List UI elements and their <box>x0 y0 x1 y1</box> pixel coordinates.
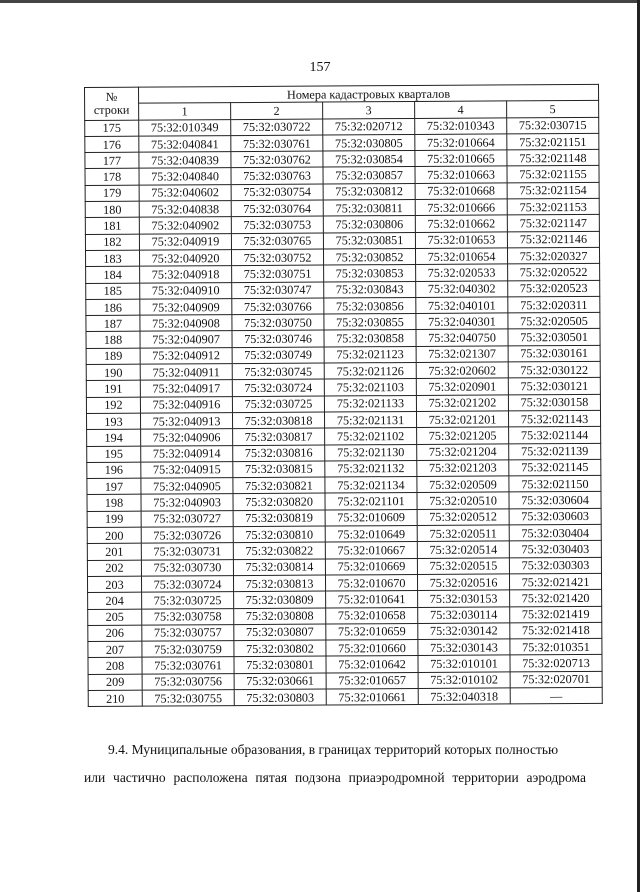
column-group-header: Номера кадастровых кварталов <box>139 84 599 103</box>
cadastral-number-cell: 75:32:021103 <box>324 379 416 396</box>
cadastral-number-cell: 75:32:021134 <box>325 477 417 494</box>
cadastral-number-cell: 75:32:030808 <box>234 608 326 625</box>
cadastral-number-cell: 75:32:010657 <box>326 672 418 689</box>
cadastral-number-cell: 75:32:021205 <box>417 427 509 444</box>
cadastral-number-cell: 75:32:021153 <box>507 198 599 215</box>
row-number-cell: 207 <box>88 641 142 658</box>
cadastral-number-cell: 75:32:030854 <box>323 151 415 168</box>
cadastral-number-cell: 75:32:030801 <box>234 656 326 673</box>
cadastral-number-cell: 75:32:020901 <box>416 378 508 395</box>
cadastral-number-cell: 75:32:030813 <box>233 575 325 592</box>
cadastral-number-cell: 75:32:030731 <box>141 543 233 560</box>
cadastral-number-cell: 75:32:021420 <box>510 590 602 607</box>
cadastral-number-cell: 75:32:021202 <box>416 395 508 412</box>
cadastral-number-cell: 75:32:030747 <box>232 282 324 299</box>
row-number-cell: 189 <box>86 348 140 365</box>
cadastral-number-cell: 75:32:010667 <box>325 542 417 559</box>
cadastral-number-cell: 75:32:030818 <box>232 412 324 429</box>
cadastral-number-cell: 75:32:021102 <box>325 428 417 445</box>
cadastral-number-cell: 75:32:021148 <box>507 150 599 167</box>
cadastral-number-cell: 75:32:030661 <box>234 673 326 690</box>
cadastral-number-cell: 75:32:040301 <box>416 313 508 330</box>
cadastral-number-cell: 75:32:020523 <box>508 280 600 297</box>
cadastral-number-cell: 75:32:040902 <box>139 217 231 234</box>
row-number-cell: 187 <box>86 315 140 332</box>
cadastral-number-cell: 75:32:040101 <box>416 297 508 314</box>
row-number-cell: 200 <box>87 527 141 544</box>
row-number-cell: 203 <box>87 576 141 593</box>
cadastral-number-cell: 75:32:030857 <box>323 167 415 184</box>
cadastral-number-cell: 75:32:030822 <box>233 542 325 559</box>
cadastral-number-cell: 75:32:030765 <box>231 233 323 250</box>
header-row-label: строки <box>93 102 130 117</box>
column-number: 1 <box>139 103 231 120</box>
cadastral-number-cell: 75:32:020713 <box>510 655 602 672</box>
cadastral-number-cell: 75:32:021419 <box>510 606 602 623</box>
cadastral-number-cell: 75:32:010669 <box>325 558 417 575</box>
row-number-cell: 175 <box>85 120 139 137</box>
cadastral-number-cell: 75:32:030843 <box>324 281 416 298</box>
cadastral-number-cell: 75:32:030805 <box>323 134 415 151</box>
row-number-cell: 184 <box>86 266 140 283</box>
cadastral-number-cell: 75:32:021201 <box>416 411 508 428</box>
row-number-cell: 185 <box>86 283 140 300</box>
cadastral-number-cell: 75:32:030763 <box>231 168 323 185</box>
cadastral-number-cell: 75:32:030753 <box>231 216 323 233</box>
cadastral-number-cell: 75:32:030762 <box>231 151 323 168</box>
cadastral-number-cell: 75:32:040913 <box>140 413 232 430</box>
row-number-cell: 201 <box>87 543 141 560</box>
cadastral-number-cell: 75:32:030851 <box>323 232 415 249</box>
cadastral-number-cell: 75:32:040918 <box>140 266 232 283</box>
cadastral-number-cell: 75:32:040840 <box>139 168 231 185</box>
cadastral-number-cell: 75:32:040910 <box>140 282 232 299</box>
row-number-cell: 192 <box>86 397 140 414</box>
cadastral-number-cell: 75:32:030726 <box>141 527 233 544</box>
cadastral-number-cell: 75:32:030754 <box>231 184 323 201</box>
row-number-cell: 196 <box>87 462 141 479</box>
cadastral-number-cell: 75:32:040915 <box>141 461 233 478</box>
cadastral-number-cell: 75:32:030730 <box>141 559 233 576</box>
cadastral-number-cell: 75:32:040302 <box>416 280 508 297</box>
cadastral-number-cell: 75:32:030803 <box>234 689 326 706</box>
row-number-cell: 191 <box>86 381 140 398</box>
row-number-cell: 204 <box>88 592 142 609</box>
row-number-cell: 202 <box>87 560 141 577</box>
cadastral-number-cell: 75:32:030114 <box>418 606 510 623</box>
row-number-cell: 197 <box>87 478 141 495</box>
cadastral-number-cell: 75:32:030715 <box>507 117 599 134</box>
cadastral-number-cell: 75:32:030807 <box>234 624 326 641</box>
row-number-cell: 209 <box>88 674 142 691</box>
cadastral-number-cell: 75:32:030756 <box>142 673 234 690</box>
cadastral-number-cell: 75:32:020522 <box>508 264 600 281</box>
cadastral-number-cell: 75:32:021151 <box>507 133 599 150</box>
cadastral-number-cell: 75:32:030755 <box>142 690 234 707</box>
cadastral-number-cell: 75:32:021204 <box>417 443 509 460</box>
cadastral-number-cell: 75:32:030604 <box>509 492 601 509</box>
cadastral-number-cell: 75:32:021154 <box>507 182 599 199</box>
cadastral-number-cell: 75:32:020509 <box>417 476 509 493</box>
cadastral-number-cell: 75:32:040914 <box>141 445 233 462</box>
cadastral-number-cell: 75:32:040906 <box>141 429 233 446</box>
cadastral-number-cell: 75:32:040838 <box>139 201 231 218</box>
row-number-cell: 206 <box>88 625 142 642</box>
table-body <box>85 117 603 707</box>
cadastral-number-cell: 75:32:040602 <box>139 184 231 201</box>
column-number: 4 <box>415 101 507 118</box>
cadastral-number-cell: 75:32:030725 <box>142 592 234 609</box>
cadastral-number-cell: 75:32:010102 <box>418 672 510 689</box>
column-number: 3 <box>323 102 415 119</box>
cadastral-number-cell: 75:32:040839 <box>139 152 231 169</box>
column-number: 2 <box>231 102 323 119</box>
cadastral-number-cell: 75:32:010349 <box>139 119 231 136</box>
cadastral-number-cell: 75:32:030404 <box>509 524 601 541</box>
cadastral-number-cell: 75:32:030856 <box>324 297 416 314</box>
row-number-cell: 182 <box>85 234 139 251</box>
cadastral-number-cell: 75:32:030752 <box>231 249 323 266</box>
paragraph-line: или частично расположена пятая подзона приаэродромной территории аэродрома <box>84 770 586 785</box>
cadastral-number-cell: 75:32:040909 <box>140 298 232 315</box>
cadastral-number-cell: 75:32:020602 <box>416 362 508 379</box>
cadastral-number-cell: 75:32:010668 <box>415 183 507 200</box>
cadastral-number-cell: 75:32:010609 <box>325 509 417 526</box>
cadastral-number-cell: 75:32:021133 <box>324 395 416 412</box>
cadastral-number-cell: 75:32:030153 <box>418 590 510 607</box>
cadastral-number-cell: 75:32:020505 <box>508 313 600 330</box>
cadastral-number-cell: 75:32:030802 <box>234 640 326 657</box>
row-number-cell: 208 <box>88 658 142 675</box>
cadastral-table <box>84 84 603 707</box>
cadastral-number-cell: 75:32:040841 <box>139 135 231 152</box>
cadastral-number-cell: 75:32:010659 <box>326 623 418 640</box>
cadastral-number-cell: 75:32:020701 <box>510 671 602 688</box>
row-number-cell: 177 <box>85 152 139 169</box>
column-number: 5 <box>507 101 599 118</box>
cadastral-number-cell: 75:32:040917 <box>140 380 232 397</box>
cadastral-number-cell: 75:32:030749 <box>232 347 324 364</box>
paragraph-line: 9.4. Муниципальные образования, в границах территорий которых полностью <box>108 742 559 757</box>
cadastral-number-cell: 75:32:021421 <box>509 573 601 590</box>
cadastral-number-cell: 75:32:040907 <box>140 331 232 348</box>
cadastral-number-cell: 75:32:040908 <box>140 315 232 332</box>
cadastral-number-cell: 75:32:030745 <box>232 363 324 380</box>
cadastral-number-cell: 75:32:030858 <box>324 330 416 347</box>
cadastral-number-cell: 75:32:040911 <box>140 364 232 381</box>
row-number-cell: 181 <box>85 218 139 235</box>
row-number-cell: 183 <box>85 250 139 267</box>
cadastral-number-cell: 75:32:030812 <box>323 183 415 200</box>
row-number-cell: 188 <box>86 332 140 349</box>
cadastral-number-cell: 75:32:030761 <box>231 135 323 152</box>
row-number-cell: 198 <box>87 495 141 512</box>
row-number-cell: 179 <box>85 185 139 202</box>
cadastral-number-cell: 75:32:021146 <box>507 231 599 248</box>
cadastral-number-cell: — <box>510 687 602 704</box>
row-number-cell: 195 <box>87 446 141 463</box>
cadastral-number-cell: 75:32:030725 <box>232 396 324 413</box>
cadastral-number-cell: 75:32:030815 <box>233 461 325 478</box>
cadastral-number-cell: 75:32:030810 <box>233 526 325 543</box>
cadastral-number-cell: 75:32:040903 <box>141 494 233 511</box>
cadastral-number-cell: 75:32:030143 <box>418 639 510 656</box>
cadastral-number-cell: 75:32:020712 <box>323 118 415 135</box>
cadastral-number-cell: 75:32:030746 <box>232 330 324 347</box>
cadastral-number-cell: 75:32:030724 <box>232 379 324 396</box>
cadastral-number-cell: 75:32:030766 <box>232 298 324 315</box>
cadastral-number-cell: 75:32:030806 <box>323 216 415 233</box>
row-number-cell: 186 <box>86 299 140 316</box>
cadastral-number-cell: 75:32:030122 <box>508 361 600 378</box>
cadastral-number-cell: 75:32:010664 <box>415 134 507 151</box>
cadastral-number-cell: 75:32:030764 <box>231 200 323 217</box>
header-no: № <box>105 89 118 104</box>
cadastral-number-cell: 75:32:030819 <box>233 510 325 527</box>
cadastral-number-cell: 75:32:021123 <box>324 346 416 363</box>
cadastral-number-cell: 75:32:030816 <box>233 445 325 462</box>
cadastral-number-cell: 75:32:010641 <box>326 591 418 608</box>
scan-edge <box>0 0 640 3</box>
cadastral-number-cell: 75:32:010654 <box>415 248 507 265</box>
cadastral-number-cell: 75:32:030142 <box>418 623 510 640</box>
cadastral-number-cell: 75:32:030158 <box>508 394 600 411</box>
cadastral-number-cell: 75:32:021150 <box>509 475 601 492</box>
cadastral-number-cell: 75:32:021131 <box>324 411 416 428</box>
cadastral-number-cell: 75:32:020533 <box>416 264 508 281</box>
cadastral-number-cell: 75:32:021155 <box>507 166 599 183</box>
cadastral-number-cell: 75:32:010658 <box>326 607 418 624</box>
cadastral-number-cell: 75:32:030758 <box>142 608 234 625</box>
cadastral-number-cell: 75:32:021126 <box>324 363 416 380</box>
cadastral-number-cell: 75:32:030820 <box>233 493 325 510</box>
cadastral-number-cell: 75:32:030724 <box>141 576 233 593</box>
cadastral-number-cell: 75:32:010343 <box>415 118 507 135</box>
cadastral-number-cell: 75:32:030750 <box>232 314 324 331</box>
cadastral-number-cell: 75:32:040905 <box>141 478 233 495</box>
row-number-cell: 193 <box>86 413 140 430</box>
cadastral-number-cell: 75:32:030727 <box>141 510 233 527</box>
cadastral-number-cell: 75:32:021143 <box>508 410 600 427</box>
cadastral-number-cell: 75:32:021307 <box>416 346 508 363</box>
cadastral-number-cell: 75:32:030501 <box>508 329 600 346</box>
cadastral-number-cell: 75:32:010670 <box>325 574 417 591</box>
cadastral-number-cell: 75:32:021139 <box>509 443 601 460</box>
row-number-cell: 178 <box>85 169 139 186</box>
cadastral-number-cell: 75:32:020515 <box>417 558 509 575</box>
cadastral-number-cell: 75:32:010661 <box>326 688 418 705</box>
row-number-cell: 180 <box>85 201 139 218</box>
row-number-cell: 210 <box>88 690 142 707</box>
row-number-header <box>85 87 139 120</box>
cadastral-number-cell: 75:32:030814 <box>233 559 325 576</box>
cadastral-number-cell: 75:32:010351 <box>510 638 602 655</box>
cadastral-number-cell: 75:32:040912 <box>140 347 232 364</box>
cadastral-number-cell: 75:32:030817 <box>233 428 325 445</box>
cadastral-number-cell: 75:32:030757 <box>142 624 234 641</box>
page-number: 157 <box>309 60 331 75</box>
cadastral-number-cell: 75:32:030811 <box>323 200 415 217</box>
cadastral-number-cell: 75:32:021132 <box>325 460 417 477</box>
cadastral-number-cell: 75:32:010665 <box>415 150 507 167</box>
cadastral-number-cell: 75:32:020511 <box>417 525 509 542</box>
row-number-cell: 205 <box>88 609 142 626</box>
cadastral-number-cell: 75:32:030821 <box>233 477 325 494</box>
cadastral-number-cell: 75:32:021418 <box>510 622 602 639</box>
cadastral-number-cell: 75:32:030809 <box>234 591 326 608</box>
cadastral-number-cell: 75:32:021145 <box>509 459 601 476</box>
cadastral-number-cell: 75:32:040919 <box>139 233 231 250</box>
cadastral-number-cell: 75:32:030852 <box>323 248 415 265</box>
cadastral-number-cell: 75:32:020514 <box>417 541 509 558</box>
cadastral-number-cell: 75:32:040318 <box>418 688 510 705</box>
cadastral-number-cell: 75:32:030403 <box>509 541 601 558</box>
cadastral-number-cell: 75:32:010663 <box>415 166 507 183</box>
cadastral-number-cell: 75:32:010649 <box>325 525 417 542</box>
cadastral-number-cell: 75:32:021101 <box>325 493 417 510</box>
cadastral-number-cell: 75:32:020512 <box>417 509 509 526</box>
cadastral-number-cell: 75:32:030121 <box>508 378 600 395</box>
cadastral-number-cell: 75:32:010101 <box>418 655 510 672</box>
row-number-cell: 190 <box>86 364 140 381</box>
cadastral-number-cell: 75:32:020311 <box>508 296 600 313</box>
cadastral-number-cell: 75:32:020510 <box>417 492 509 509</box>
cadastral-number-cell: 75:32:030853 <box>324 265 416 282</box>
cadastral-number-cell: 75:32:040920 <box>139 250 231 267</box>
cadastral-number-cell: 75:32:030759 <box>142 641 234 658</box>
cadastral-number-cell: 75:32:010660 <box>326 640 418 657</box>
cadastral-number-cell: 75:32:021130 <box>325 444 417 461</box>
cadastral-number-cell: 75:32:010653 <box>415 232 507 249</box>
cadastral-number-cell: 75:32:030722 <box>231 119 323 136</box>
cadastral-number-cell: 75:32:020327 <box>507 247 599 264</box>
cadastral-number-cell: 75:32:010642 <box>326 656 418 673</box>
cadastral-number-cell: 75:32:030751 <box>232 265 324 282</box>
cadastral-number-cell: 75:32:030603 <box>509 508 601 525</box>
cadastral-number-cell: 75:32:030161 <box>508 345 600 362</box>
cadastral-number-cell: 75:32:021147 <box>507 215 599 232</box>
row-number-cell: 176 <box>85 136 139 153</box>
cadastral-number-cell: 75:32:030855 <box>324 314 416 331</box>
cadastral-number-cell: 75:32:040916 <box>140 396 232 413</box>
cadastral-number-cell: 75:32:020516 <box>417 574 509 591</box>
cadastral-number-cell: 75:32:030303 <box>509 557 601 574</box>
cadastral-number-cell: 75:32:021144 <box>509 427 601 444</box>
cadastral-number-cell: 75:32:010662 <box>415 215 507 232</box>
table-row <box>88 687 602 706</box>
row-number-cell: 199 <box>87 511 141 528</box>
cadastral-number-cell: 75:32:021203 <box>417 460 509 477</box>
cadastral-number-cell: 75:32:040750 <box>416 329 508 346</box>
row-number-cell: 194 <box>87 429 141 446</box>
cadastral-number-cell: 75:32:030761 <box>142 657 234 674</box>
cadastral-number-cell: 75:32:010666 <box>415 199 507 216</box>
